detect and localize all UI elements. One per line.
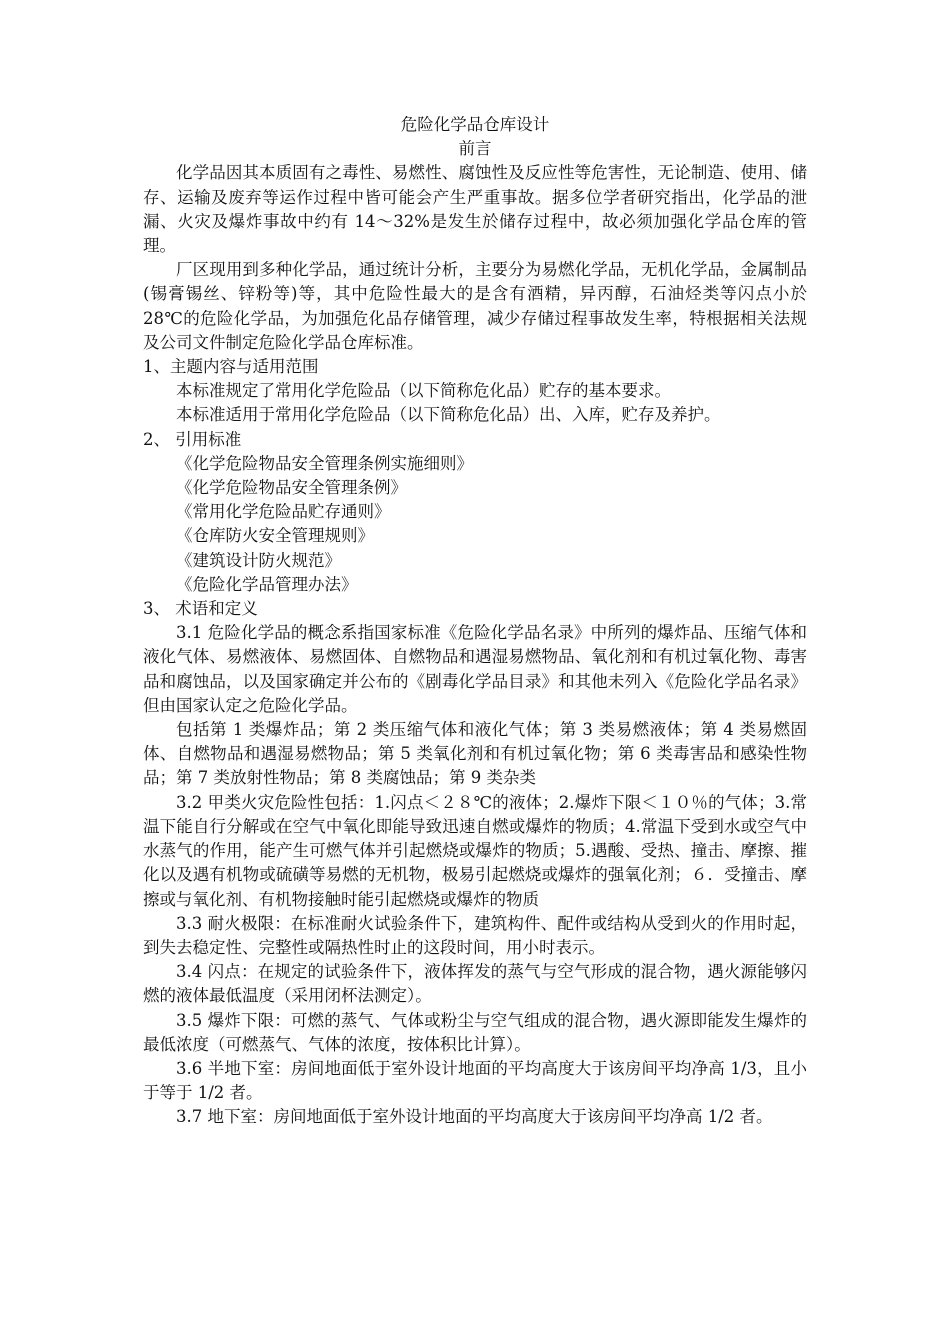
reference-item: 《建筑设计防火规范》 [176,550,341,570]
definition-3-6: 3.6 半地下室：房间地面低于室外设计地面的平均高度大于该房间平均净高 1/3，且小于等于 1/2 者。 [143,1058,807,1103]
reference-item: 《常用化学危险品贮存通则》 [176,502,391,522]
reference-item: 《仓库防火安全管理规则》 [176,526,374,546]
preface-heading: 前言 [458,139,492,159]
reference-item: 《化学危险物品安全管理条例》 [176,478,407,498]
section-3-heading: 3、 术语和定义 [143,599,258,619]
preface-paragraph-2: 厂区现用到多种化学品，通过统计分析，主要分为易燃化学品，无机化学品，金属制品(锡膏锡丝、锌粉等)等，其中危险性最大的是含有酒精，异丙醇，石油烃类等闪点小於 28℃的危险化学品，为加强危化品存储管理，减少存储过程事故发生率，特根据相关法规及公司文件制定危险化学品仓库标准。 [143,260,807,352]
hazard-classes-paragraph: 包括第 1 类爆炸品；第 2 类压缩气体和液化气体；第 3 类易燃液体；第 4 类易燃固体、自燃物品和遇湿易燃物品；第 5 类氧化剂和有机过氧化物；第 6 类毒害品和感染性物品；第 7 类放射性物品；第 8 类腐蚀品；第 9 类杂类 [143,720,807,788]
definition-3-5: 3.5 爆炸下限：可燃的蒸气、气体或粉尘与空气组成的混合物，遇火源即能发生爆炸的最低浓度（可燃蒸气、气体的浓度，按体积比计算）。 [143,1010,807,1054]
preface-paragraph-1: 化学品因其本质固有之毒性、易燃性、腐蚀性及反应性等危害性，无论制造、使用、储存、运输及废弃等运作过程中皆可能会产生严重事故。据多位学者研究指出，化学品的泄漏、火灾及爆炸事故中约有 14～32%是发生於储存过程中，故必须加强化学品仓库的管理。 [143,163,807,256]
document-title: 危险化学品仓库设计 [400,115,550,134]
definition-3-2: 3.2 甲类火灾危险性包括：1.闪点＜２８℃的液体；2.爆炸下限＜１０％的气体；3.常温下能自行分解或在空气中氧化即能导致迅速自燃或爆炸的物质；4.常温下受到水或空气中水蒸气的作用，能产生可燃气体并引起燃烧或爆炸的物质；5.遇酸、受热、撞击、摩擦、摧化以及遇有机物或硫磺等易燃的无机物，极易引起燃烧或爆炸的强氧化剂；６．受撞击、摩擦或与氧化剂、有机物接触时能引起燃烧或爆炸的物质 [143,792,807,909]
section-1-paragraph-1: 本标准规定了常用化学危险品（以下简称危化品）贮存的基本要求。 [176,381,671,401]
definition-3-4: 3.4 闪点：在规定的试验条件下，液体挥发的蒸气与空气形成的混合物，遇火源能够闪燃的液体最低温度（采用闭杯法测定）。 [143,962,807,1006]
section-2-heading: 2、 引用标准 [143,429,242,449]
definition-3-3: 3.3 耐火极限：在标准耐火试验条件下，建筑构件、配件或结构从受到火的作用时起，到失去稳定性、完整性或隔热性时止的这段时间，用小时表示。 [143,913,807,957]
reference-item: 《化学危险物品安全管理条例实施细则》 [176,453,473,473]
document-page [143,113,807,1130]
definition-3-1: 3.1 危险化学品的概念系指国家标准《危险化学品名录》中所列的爆炸品、压缩气体和液化气体、易燃液体、易燃固体、自燃物品和遇湿易燃物品、氧化剂和有机过氧化物、毒害品和腐蚀品，以及国家确定并公布的《剧毒化学品目录》和其他未列入《危险化学品名录》但由国家认定之危险化学品。 [143,623,807,715]
definition-3-7: 3.7 地下室：房间地面低于室外设计地面的平均高度大于该房间平均净高 1/2 者。 [176,1107,773,1127]
section-1-heading: 1、主题内容与适用范围 [143,357,319,377]
section-1-paragraph-2: 本标准适用于常用化学危险品（以下简称危化品）出、入库，贮存及养护。 [176,405,721,425]
reference-item: 《危险化学品管理办法》 [176,574,358,594]
